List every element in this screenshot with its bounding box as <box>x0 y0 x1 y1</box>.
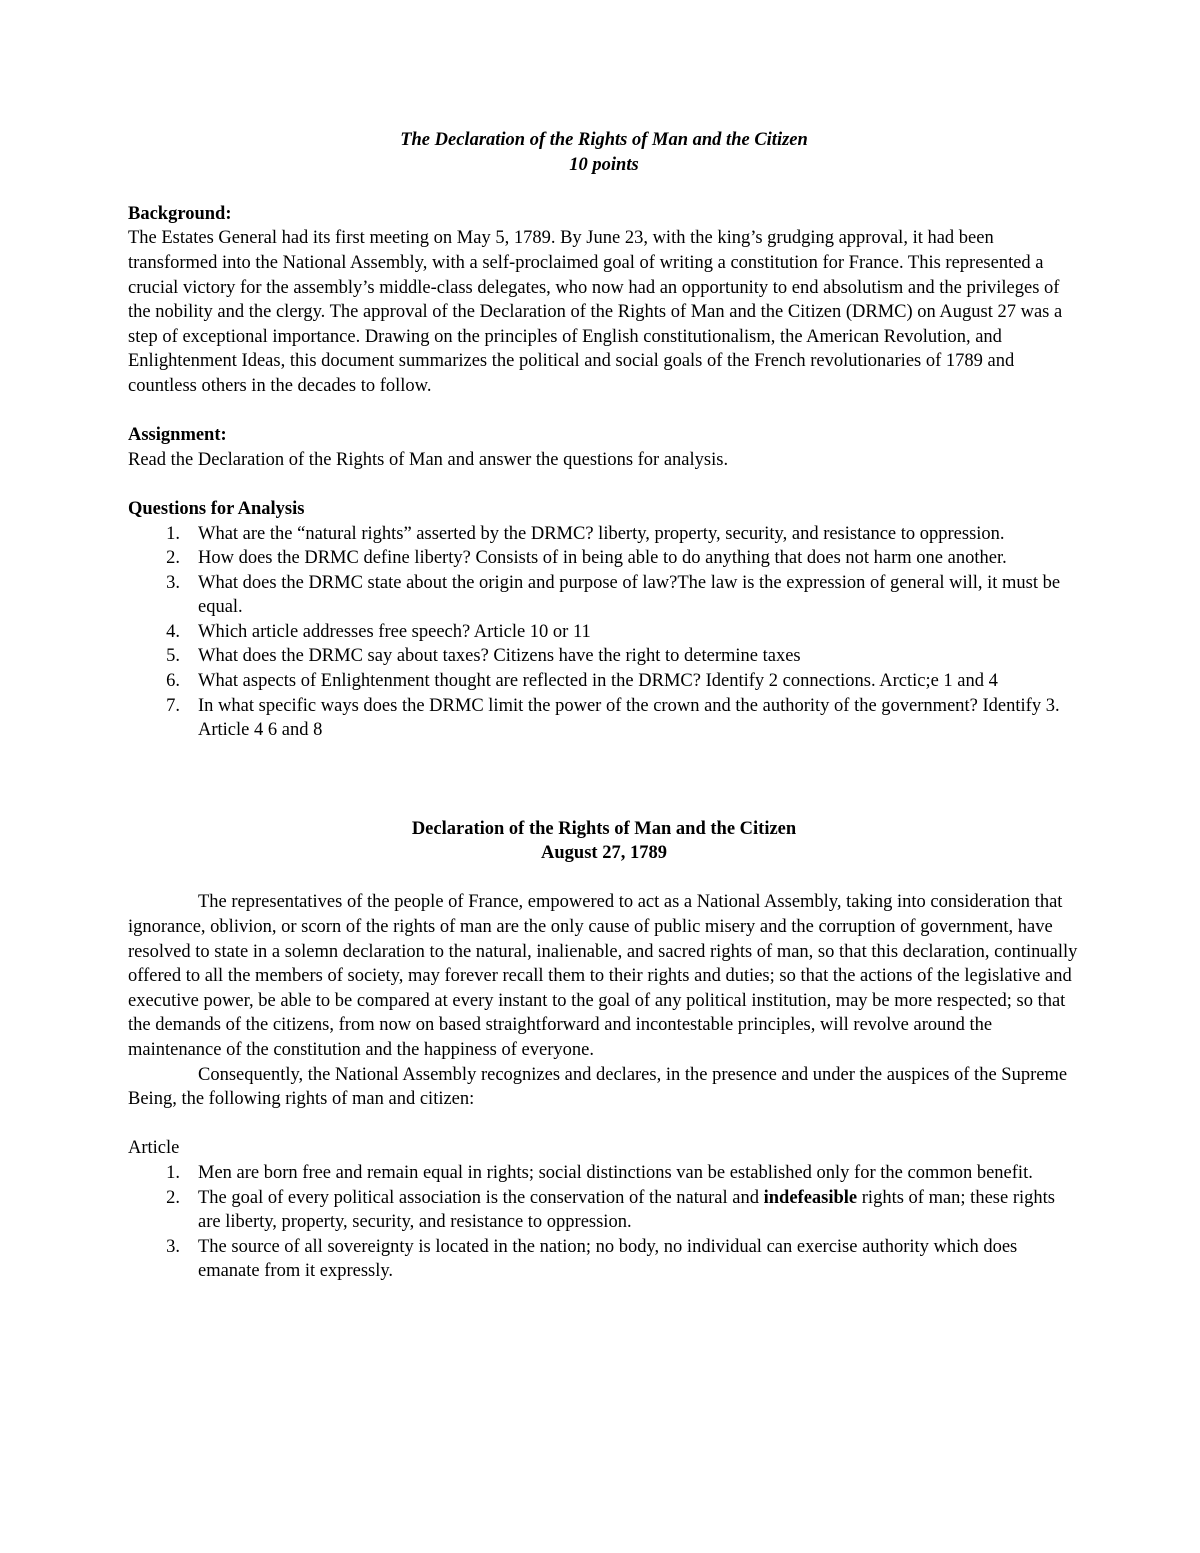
declaration-header <box>128 817 1080 866</box>
list-item <box>128 522 1080 547</box>
list-item <box>128 669 1080 694</box>
list-item <box>128 546 1080 571</box>
list-item <box>128 1186 1080 1235</box>
preamble-paragraph-2: Consequently, the National Assembly recognizes and declares, in the presence and under the auspices of the Supreme Being, the following rights of man and citizen: <box>128 1064 1068 1110</box>
question-text: What aspects of Enlightenment thought are reflected in the DRMC? Identify 2 connections. Arctic;e 1 and 4 <box>198 671 998 692</box>
article-text-post: rights of man; these rights are liberty, property, security, and resistance to oppression. <box>198 1187 1055 1233</box>
background-section <box>128 202 1080 399</box>
questions-heading: Questions for Analysis <box>128 498 305 519</box>
list-number: 2. <box>166 1187 180 1208</box>
assignment-section <box>128 423 1080 472</box>
document-title: The Declaration of the Rights of Man and the Citizen <box>400 130 808 150</box>
articles-list <box>128 1161 1080 1284</box>
list-item <box>128 1161 1080 1186</box>
question-text: Which article addresses free speech? Article 10 or 11 <box>198 621 591 642</box>
list-number: 3. <box>166 1236 180 1257</box>
declaration-title: Declaration of the Rights of Man and the Citizen <box>411 818 797 839</box>
document-points: 10 points <box>569 154 639 175</box>
assignment-heading: Assignment: <box>128 425 227 446</box>
preamble-paragraph-1: The representatives of the people of France, empowered to act as a National Assembly, taking into consideration that ignorance, oblivion, or scorn of the rights of man are the only cause of public misery and the corruption of government, have resolved to state in a solemn declaration to the natural, inalienable, and sacred rights of man, so that this declaration, continually offered to all the members of society, may forever recall them to their rights and duties; so that the actions of the legislative and executive power, be able to be compared at every instant to the goal of any political institution, may be more respected; so that the demands of the citizens, from now on based straightforward and incontestable principles, will revolve around the maintenance of the constitution and the happiness of everyone. <box>128 892 1078 1060</box>
list-number: 7. <box>166 695 180 716</box>
list-number: 2. <box>166 548 180 569</box>
questions-section <box>128 497 1080 743</box>
question-text: What are the “natural rights” asserted by the DRMC? liberty, property, security, and resistance to oppression. <box>198 523 1005 544</box>
list-number: 5. <box>166 646 180 667</box>
articles-section <box>128 1136 1080 1284</box>
list-number: 1. <box>166 523 180 544</box>
declaration-date: August 27, 1789 <box>541 843 667 864</box>
background-text: The Estates General had its first meeting on May 5, 1789. By June 23, with the king’s grudging approval, it had been transformed into the National Assembly, with a self-proclaimed goal of writing a constitution for France. This represented a crucial victory for the assembly’s middle-class delegates, who now had an opportunity to end absolutism and the privileges of the nobility and the clergy. The approval of the Declaration of the Rights of Man and the Citizen (DRMC) on August 27 was a step of exceptional importance. Drawing on the principles of English constitutionalism, the American Revolution, and Enlightenment Ideas, this document summarizes the political and social goals of the French revolutionaries of 1789 and countless others in the decades to follow. <box>128 228 1063 396</box>
question-text: What does the DRMC say about taxes? Citizens have the right to determine taxes <box>198 646 801 667</box>
list-item <box>128 1235 1080 1284</box>
question-text: In what specific ways does the DRMC limit the power of the crown and the authority of the government? Identify 3. Article 4 6 and 8 <box>198 695 1060 741</box>
question-text: How does the DRMC define liberty? Consists of in being able to do anything that does not harm one another. <box>198 548 1007 569</box>
questions-list <box>128 522 1080 743</box>
article-text-pre: The goal of every political association is the conservation of the natural and <box>198 1187 764 1208</box>
article-label: Article <box>128 1138 180 1159</box>
article-text: Men are born free and remain equal in rights; social distinctions van be established only for the common benefit. <box>198 1162 1033 1183</box>
list-number: 1. <box>166 1162 180 1183</box>
declaration-preamble <box>128 890 1080 1111</box>
document-header <box>128 128 1080 177</box>
list-number: 3. <box>166 572 180 593</box>
list-item <box>128 571 1080 620</box>
list-item <box>128 644 1080 669</box>
list-item <box>128 620 1080 645</box>
background-heading: Background: <box>128 203 232 224</box>
list-item <box>128 694 1080 743</box>
assignment-text: Read the Declaration of the Rights of Man and answer the questions for analysis. <box>128 449 729 470</box>
list-number: 6. <box>166 671 180 692</box>
article-keyword-bold: indefeasible <box>763 1187 858 1208</box>
list-number: 4. <box>166 621 180 642</box>
article-text: The source of all sovereignty is located in the nation; no body, no individual can exercise authority which does emanate from it expressly. <box>198 1236 1018 1282</box>
question-text: What does the DRMC state about the origin and purpose of law?The law is the expression of general will, it must be equal. <box>198 572 1061 618</box>
